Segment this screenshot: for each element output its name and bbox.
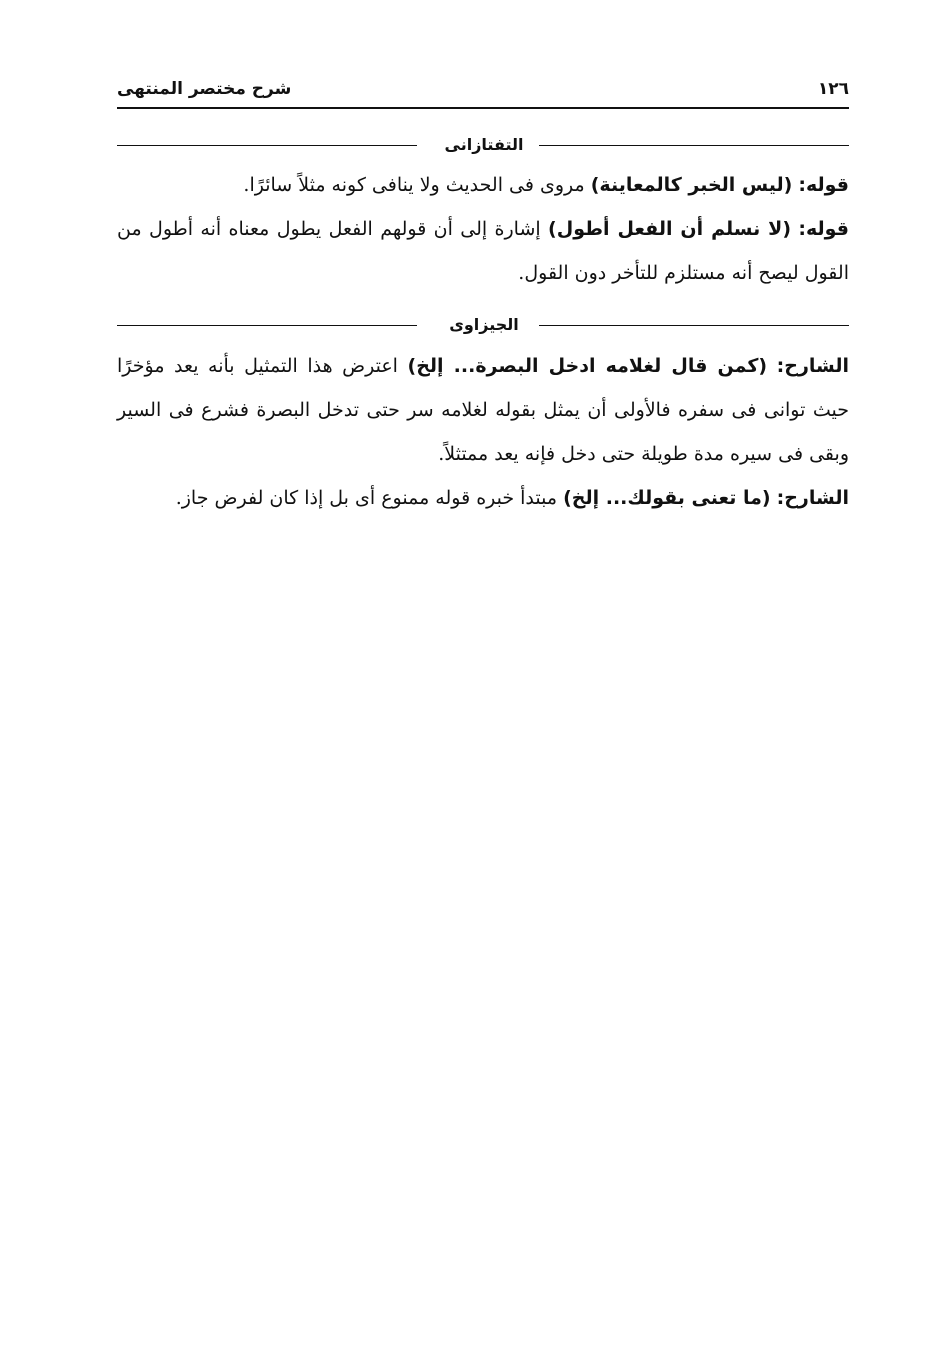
quoted-phrase: (ما تعنى بقولك... إلخ) (563, 487, 771, 509)
section-header-taftazani (117, 133, 849, 157)
paragraph-lead: قوله: (798, 218, 849, 240)
section-rule-left (117, 325, 417, 326)
quoted-phrase: (ليس الخبر كالمعاينة) (590, 174, 793, 196)
commentary-paragraph (117, 163, 849, 207)
section-rule-right (539, 325, 849, 326)
header-rule (117, 107, 849, 109)
section-rule-left (117, 145, 417, 146)
paragraph-lead: الشارح: (776, 487, 849, 509)
paragraph-lead: قوله: (798, 174, 849, 196)
section-title: التفتازانى (444, 135, 524, 154)
page-number: ١٢٦ (817, 79, 849, 99)
paragraph-text: مبتدأ خبره قوله ممنوع أى بل إذا كان لفرض جاز. (175, 487, 558, 509)
commentary-paragraph (117, 476, 849, 520)
paragraph-text: إشارة إلى أن قولهم الفعل يطول معناه أنه أطول من القول ليصح أنه مستلزم للتأخر دون القول. (117, 218, 849, 284)
section-rule-right (539, 145, 849, 146)
quoted-phrase: (لا نسلم أن الفعل أطول) (548, 218, 791, 240)
book-title: شرح مختصر المنتهى (117, 79, 292, 99)
section-title: الجيزاوى (449, 315, 519, 334)
section-header-jizawi (117, 313, 849, 337)
paragraph-lead: الشارح: (776, 355, 850, 377)
paragraph-text: اعترض هذا التمثيل بأنه يعد مؤخرًا حيث توانى فى سفره فالأولى أن يمثل بقوله لغلامه سر حتى تدخل البصرة فشرع فى السير وبقى فى سيره مدة طويلة حتى دخل فإنه يعد ممتثلاً. (117, 355, 849, 465)
commentary-paragraph (117, 344, 849, 476)
running-header (117, 76, 849, 102)
commentary-paragraph (117, 207, 849, 295)
quoted-phrase: (كمن قال لغلامه ادخل البصرة... إلخ) (407, 355, 768, 377)
paragraph-text: مروى فى الحديث ولا ينافى كونه مثلاً سائرًا. (243, 174, 585, 196)
